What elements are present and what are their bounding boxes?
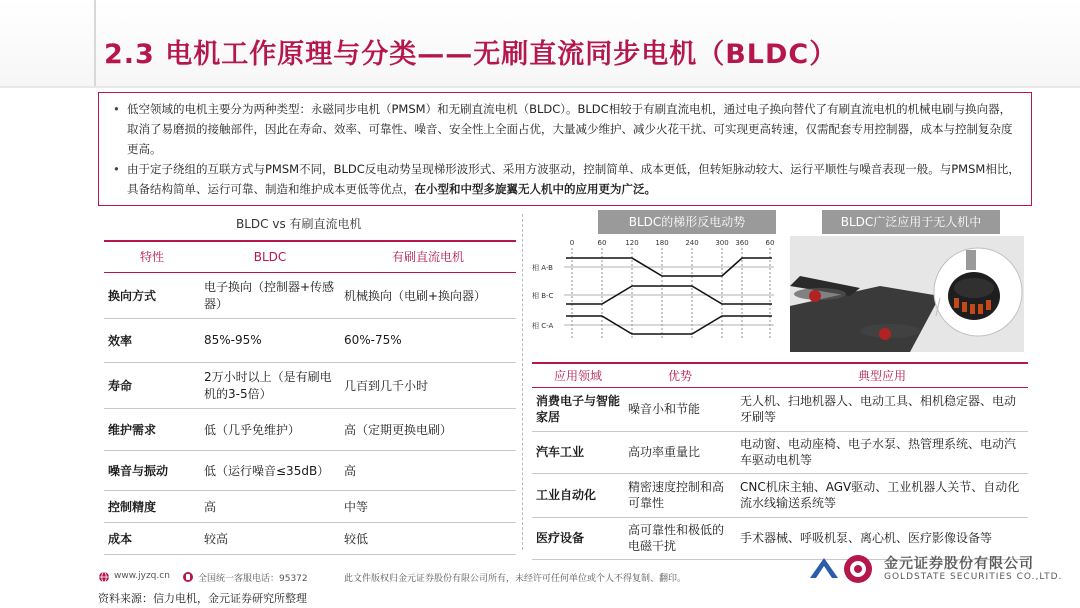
drone-motor-photo bbox=[790, 236, 1024, 352]
intro-box bbox=[98, 92, 1032, 206]
table-header-row bbox=[532, 363, 1028, 387]
table-row bbox=[104, 408, 516, 450]
bldc-vs-brushed-table bbox=[104, 240, 516, 555]
footer-phone-icon bbox=[182, 571, 194, 586]
table-cell: 高 bbox=[340, 450, 516, 490]
title-accent-bar bbox=[94, 0, 96, 88]
table-cell: 电动窗、电动座椅、电子水泵、热管理系统、电动汽车驱动电机等 bbox=[736, 431, 1028, 473]
table-row bbox=[104, 318, 516, 362]
tick-label: 60 bbox=[597, 239, 607, 247]
table-header-cell: 有刷直流电机 bbox=[340, 241, 516, 272]
phase-label: 相 B-C bbox=[532, 292, 554, 300]
tick-label: 300 bbox=[715, 239, 729, 247]
table-row bbox=[532, 387, 1028, 431]
table-row bbox=[532, 431, 1028, 473]
table-row bbox=[104, 522, 516, 554]
table-cell: CNC机床主轴、AGV驱动、工业机器人关节、自动化流水线输送系统等 bbox=[736, 473, 1028, 517]
table-row bbox=[104, 490, 516, 522]
phase-label: 相 C-A bbox=[532, 322, 554, 330]
waveform-tag: BLDC的梯形反电动势 bbox=[598, 210, 776, 234]
tick-label: 240 bbox=[685, 239, 699, 247]
table-cell: 机械换向（电刷+换向器） bbox=[340, 272, 516, 318]
table-cell: 控制精度 bbox=[104, 490, 200, 522]
footer-hotline: 全国统一客服电话：95372 bbox=[198, 574, 308, 584]
left-section-heading: BLDC vs 有刷直流电机 bbox=[236, 217, 362, 231]
table-cell: 精密速度控制和高可靠性 bbox=[624, 473, 736, 517]
wave-gridlines bbox=[572, 248, 770, 340]
table-cell: 高（定期更换电刷） bbox=[340, 408, 516, 450]
company-logo-cn: 金元证券股份有限公司 bbox=[884, 556, 1034, 572]
table-cell: 电子换向（控制器+传感器） bbox=[200, 272, 340, 318]
company-logo-icon bbox=[806, 552, 876, 586]
table-cell: 中等 bbox=[340, 490, 516, 522]
table-header-cell: 特性 bbox=[104, 241, 200, 272]
table-cell: 高可靠性和极低的电磁干扰 bbox=[624, 517, 736, 559]
table-cell: 成本 bbox=[104, 522, 200, 554]
tick-label: 360 bbox=[735, 239, 749, 247]
tick-label: 120 bbox=[625, 239, 639, 247]
table-row bbox=[532, 473, 1028, 517]
footer-copyright: 此文件版权归金元证券股份有限公司所有，未经许可任何单位或个人不得复制、翻印。 bbox=[344, 574, 687, 584]
table-header-cell: BLDC bbox=[200, 241, 340, 272]
trapezoidal-back-emf-diagram bbox=[530, 236, 780, 348]
table-cell: 低（几乎免维护） bbox=[200, 408, 340, 450]
table-cell: 工业自动化 bbox=[532, 473, 624, 517]
table-row bbox=[104, 450, 516, 490]
intro-bullet-2-text: 由于定子绕组的互联方式与PMSM不同，BLDC反电动势呈现梯形波形式、采用方波驱动，控制简单、成本更低，但转矩脉动较大、运行平顺性与噪音表现一般。与PMSM相比，具备结构简单、运行可靠、制造和维护成本更低等优点， bbox=[127, 162, 1020, 196]
intro-bullet-2 bbox=[113, 159, 1021, 199]
table-cell: 较低 bbox=[340, 522, 516, 554]
table-header-cell: 优势 bbox=[624, 363, 736, 387]
photo-tag: BLDC广泛应用于无人机中 bbox=[822, 210, 1000, 234]
tick-label: 180 bbox=[655, 239, 669, 247]
tick-label: 60 bbox=[765, 239, 775, 247]
table-cell: 2万小时以上（是有刷电机的3-5倍） bbox=[200, 362, 340, 408]
table-cell: 无人机、扫地机器人、电动工具、相机稳定器、电动牙刷等 bbox=[736, 387, 1028, 431]
phase-label: 相 A-B bbox=[532, 264, 553, 272]
table-cell: 维护需求 bbox=[104, 408, 200, 450]
table-header-row bbox=[104, 241, 516, 272]
company-logo-en: GOLDSTATE SECURITIES CO.,LTD. bbox=[884, 572, 1063, 582]
drone-illustration bbox=[790, 236, 1024, 352]
table-cell: 寿命 bbox=[104, 362, 200, 408]
table-cell: 汽车工业 bbox=[532, 431, 624, 473]
table-cell: 效率 bbox=[104, 318, 200, 362]
table-cell: 60%-75% bbox=[340, 318, 516, 362]
intro-bullet-1: • 低空领域的电机主要分为两种类型：永磁同步电机（PMSM）和无刷直流电机（BLDC）。BLDC相较于有刷直流电机，通过电子换向替代了有刷直流电机的机械电刷与换向器，取消了易磨损的接触部件，因此在寿命、效率、可靠性、噪音、安全性上全面占优，大量减少维护、减少火花干扰、可实现更高转速，仅需配套专用控制器，成本与控制复杂度更高。 bbox=[113, 99, 1021, 159]
tick-label: 0 bbox=[569, 239, 575, 247]
table-cell: 低（运行噪音≤35dB） bbox=[200, 450, 340, 490]
table-cell: 消费电子与智能家居 bbox=[532, 387, 624, 431]
page-title: 2.3 电机工作原理与分类——无刷直流同步电机（BLDC） bbox=[104, 39, 838, 70]
table-header-cell: 应用领域 bbox=[532, 363, 624, 387]
table-cell: 85%-95% bbox=[200, 318, 340, 362]
source-note: 资料来源：信力电机，金元证券研究所整理 bbox=[98, 592, 307, 605]
table-cell: 较高 bbox=[200, 522, 340, 554]
table-cell: 几百到几千小时 bbox=[340, 362, 516, 408]
table-row bbox=[104, 362, 516, 408]
table-cell: 高功率重量比 bbox=[624, 431, 736, 473]
table-cell: 噪音与振动 bbox=[104, 450, 200, 490]
table-cell: 噪音小和节能 bbox=[624, 387, 736, 431]
table-cell: 高 bbox=[200, 490, 340, 522]
table-cell: 医疗设备 bbox=[532, 517, 624, 559]
footer-website[interactable]: www.jyzq.cn bbox=[114, 571, 170, 581]
title-divider bbox=[0, 86, 1080, 88]
wave-traces bbox=[566, 258, 772, 334]
table-row bbox=[104, 272, 516, 318]
footer-globe-icon bbox=[98, 571, 110, 586]
table-header-cell: 典型应用 bbox=[736, 363, 1028, 387]
table-cell: 手术器械、呼吸机泵、离心机、医疗影像设备等 bbox=[736, 517, 1028, 559]
table-cell: 换向方式 bbox=[104, 272, 200, 318]
column-divider bbox=[522, 214, 523, 550]
application-table bbox=[532, 362, 1028, 560]
intro-bullet-2-emphasis: 在小型和中型多旋翼无人机中的应用更为广泛。 bbox=[414, 182, 656, 196]
